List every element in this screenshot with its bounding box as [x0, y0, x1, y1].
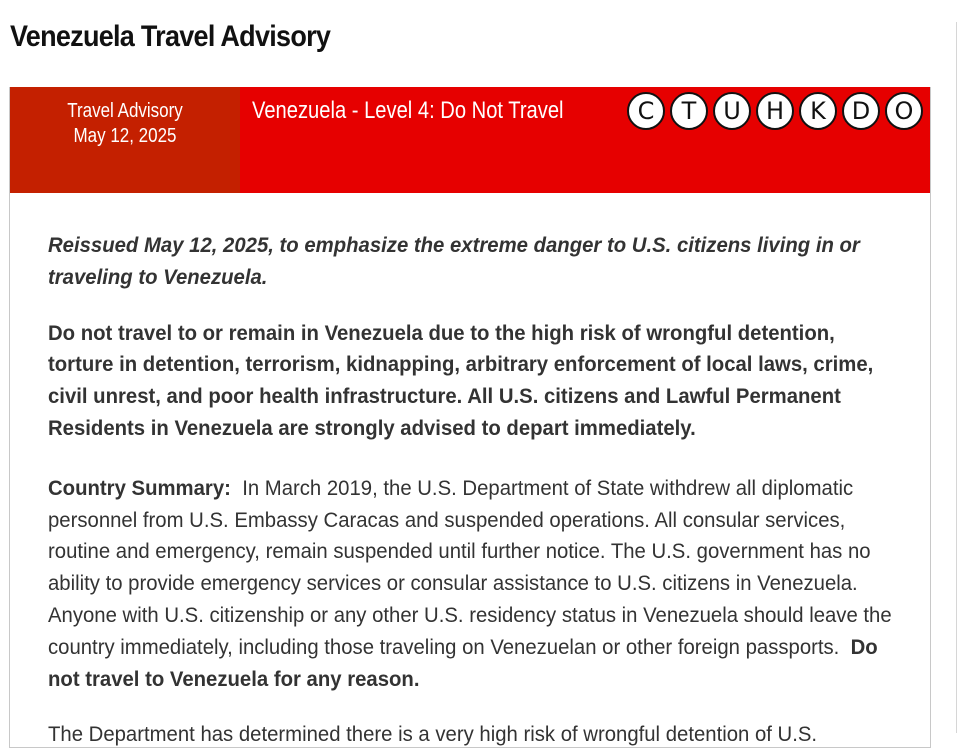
- right-divider: [956, 22, 957, 733]
- advisory-date: May 12, 2025: [73, 125, 177, 147]
- advisory-label: Travel Advisory: [67, 100, 183, 122]
- risk-indicator-kidnapping[interactable]: K: [799, 92, 837, 130]
- risk-indicators: [627, 92, 923, 130]
- advisory-box: [9, 87, 931, 748]
- detention-risk-paragraph: The Department has determined there is a very high risk of wrongful detention of U.S.: [48, 722, 818, 747]
- risk-indicator-other[interactable]: O: [885, 92, 923, 130]
- country-summary-emphasis: Do not travel to Venezuela for any reason.: [48, 634, 878, 691]
- risk-indicator-detention[interactable]: D: [842, 92, 880, 130]
- risk-indicator-crime[interactable]: C: [627, 92, 665, 130]
- risk-indicator-unrest[interactable]: U: [713, 92, 751, 130]
- reissue-notice: Reissued May 12, 2025, to emphasize the extreme danger to U.S. citizens living in or traveling to Venezuela.: [48, 233, 860, 289]
- advisory-date-panel: [10, 87, 240, 193]
- risk-indicator-health[interactable]: H: [756, 92, 794, 130]
- do-not-travel-warning: Do not travel to or remain in Venezuela due to the high risk of wrongful detention, torture in detention, terrorism, kidnapping, arbitrary enforcement of local laws, crime, civil unrest, and poor health infrastructure. All U.S. citizens and Lawful Permanent Residents in Venezuela are strongly advised to depart immediately.: [48, 320, 874, 440]
- advisory-content: [48, 230, 898, 751]
- country-summary-text: In March 2019, the U.S. Department of State withdrew all diplomatic personnel from U.S. Embassy Caracas and suspended operations. All consular services, routine and emergency, remain suspended until further notice. The U.S. government has no ability to provide emergency services or consular assistance to U.S. citizens in Venezuela. Anyone with U.S. citizenship or any other U.S. residency status in Venezuela should leave the country immediately, including those traveling on Venezuelan or other foreign passports.: [48, 475, 892, 659]
- advisory-banner: [10, 87, 930, 193]
- risk-indicator-terrorism[interactable]: T: [670, 92, 708, 130]
- country-summary-label: Country Summary:: [48, 475, 231, 500]
- country-summary: [48, 473, 899, 696]
- page-title: Venezuela Travel Advisory: [10, 20, 331, 53]
- advisory-level-title: Venezuela - Level 4: Do Not Travel: [252, 97, 564, 124]
